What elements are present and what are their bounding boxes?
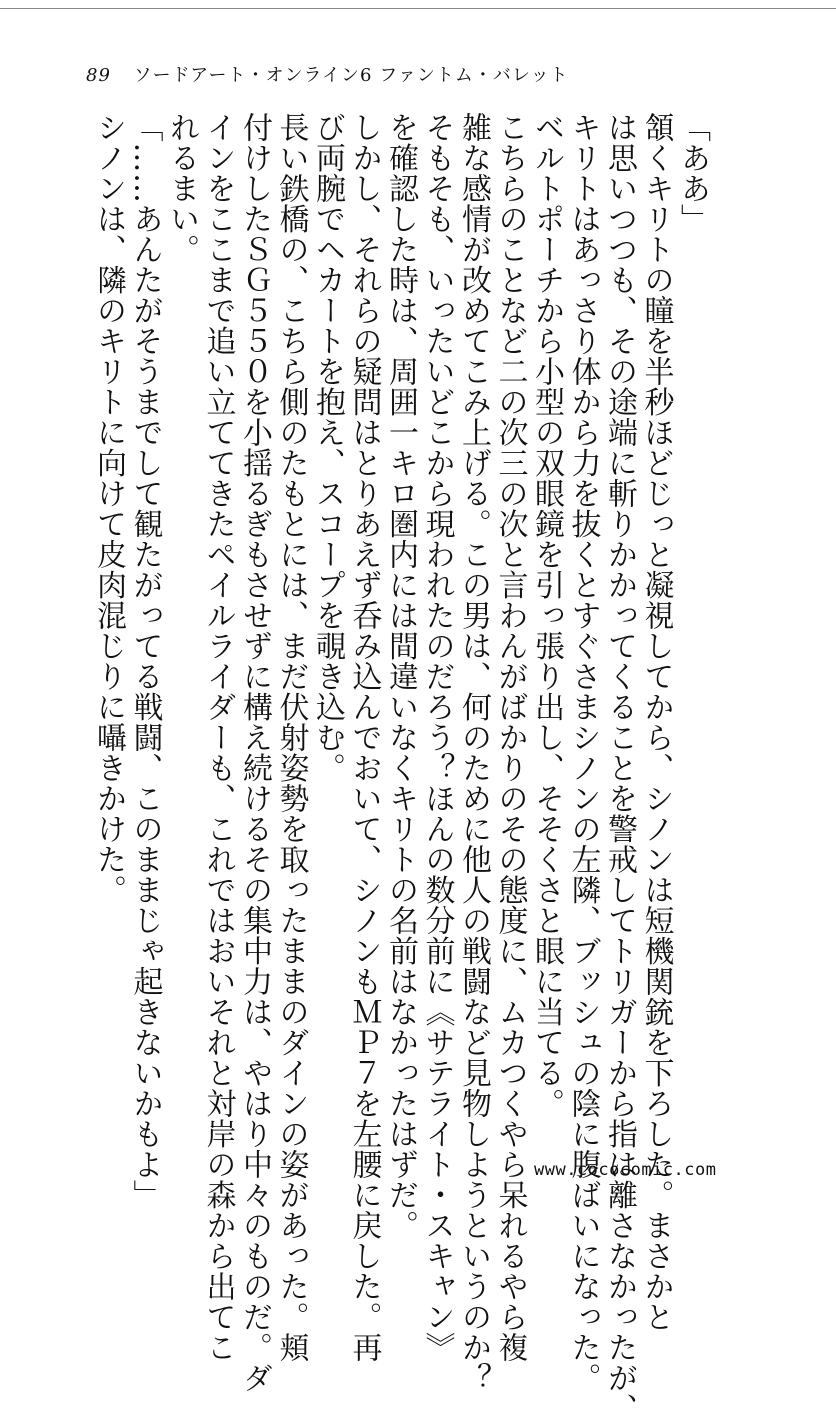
text-line: は思いつつも、その途端に斬りかかってくることを警戒してトリガーから指は離さなかったが、 xyxy=(602,112,637,1424)
book-title: ソードアート・オンライン6 ファントム・バレット xyxy=(133,65,569,86)
text-line: 「ああ」 xyxy=(675,112,710,234)
watermark: www.cococomic.com xyxy=(534,1160,717,1180)
text-line: 雑な感情が改めてこみ上げる。この男は、何のために他人の戦闘など見物しようというのか？ xyxy=(456,112,491,1393)
text-line: しかし、それらの疑問はとりあえず呑み込んでおいて、シノンもＭＰ７を左腰に戻した。再 xyxy=(346,112,382,1363)
text-line: ベルトポーチから小型の双眼鏡を引っ張り出し、そそくさと眼に当てる。 xyxy=(529,112,564,1119)
page-number: 89 xyxy=(86,65,111,86)
text-line: 「……あんたがそうまでして観たがってる戦闘、このままじゃ起きないかもよ」 xyxy=(127,112,163,1210)
top-rule xyxy=(0,8,836,9)
text-line: インをここまで追い立ててきたペイルライダーも、これではおいそれと対岸の森から出てこ xyxy=(200,112,236,1363)
text-line: 頷くキリトの瞳を半秒ほどじっと凝視してから、シノンは短機関銃を下ろした。まさかと xyxy=(638,112,674,1332)
text-line: そもそも、いったいどこから現われたのだろう？ほんの数分前に《サテライト・スキャン》 xyxy=(419,112,455,1363)
text-line: れるまい。 xyxy=(164,112,199,265)
text-line: 付けしたＳＧ５５０を小揺るぎもさせずに構え続けるその集中力は、やはり中々のものだ。ダ xyxy=(237,112,272,1393)
running-header xyxy=(86,64,746,88)
text-line: 長い鉄橋の、こちら側のたもとには、まだ伏射姿勢を取ったままのダインの姿があった。頬 xyxy=(273,112,309,1363)
text-line: を確認した時は、周囲一キロ圏内には間違いなくキリトの名前はなかったはずだ。 xyxy=(383,112,418,1241)
text-line: シノンは、隣のキリトに向けて皮肉混じりに囁きかけた。 xyxy=(91,112,126,905)
text-line: キリトはあっさり体から力を抜くとすぐさまシノンの左隣、ブッシュの陰に腹ばいになった。 xyxy=(565,112,601,1393)
text-line: び両腕でヘカートを抱え、スコープを覗き込む。 xyxy=(310,112,345,783)
text-line: こちらのことなど二の次三の次と言わんがばかりのその態度に、ムカつくやら呆れるやら複 xyxy=(492,112,528,1363)
